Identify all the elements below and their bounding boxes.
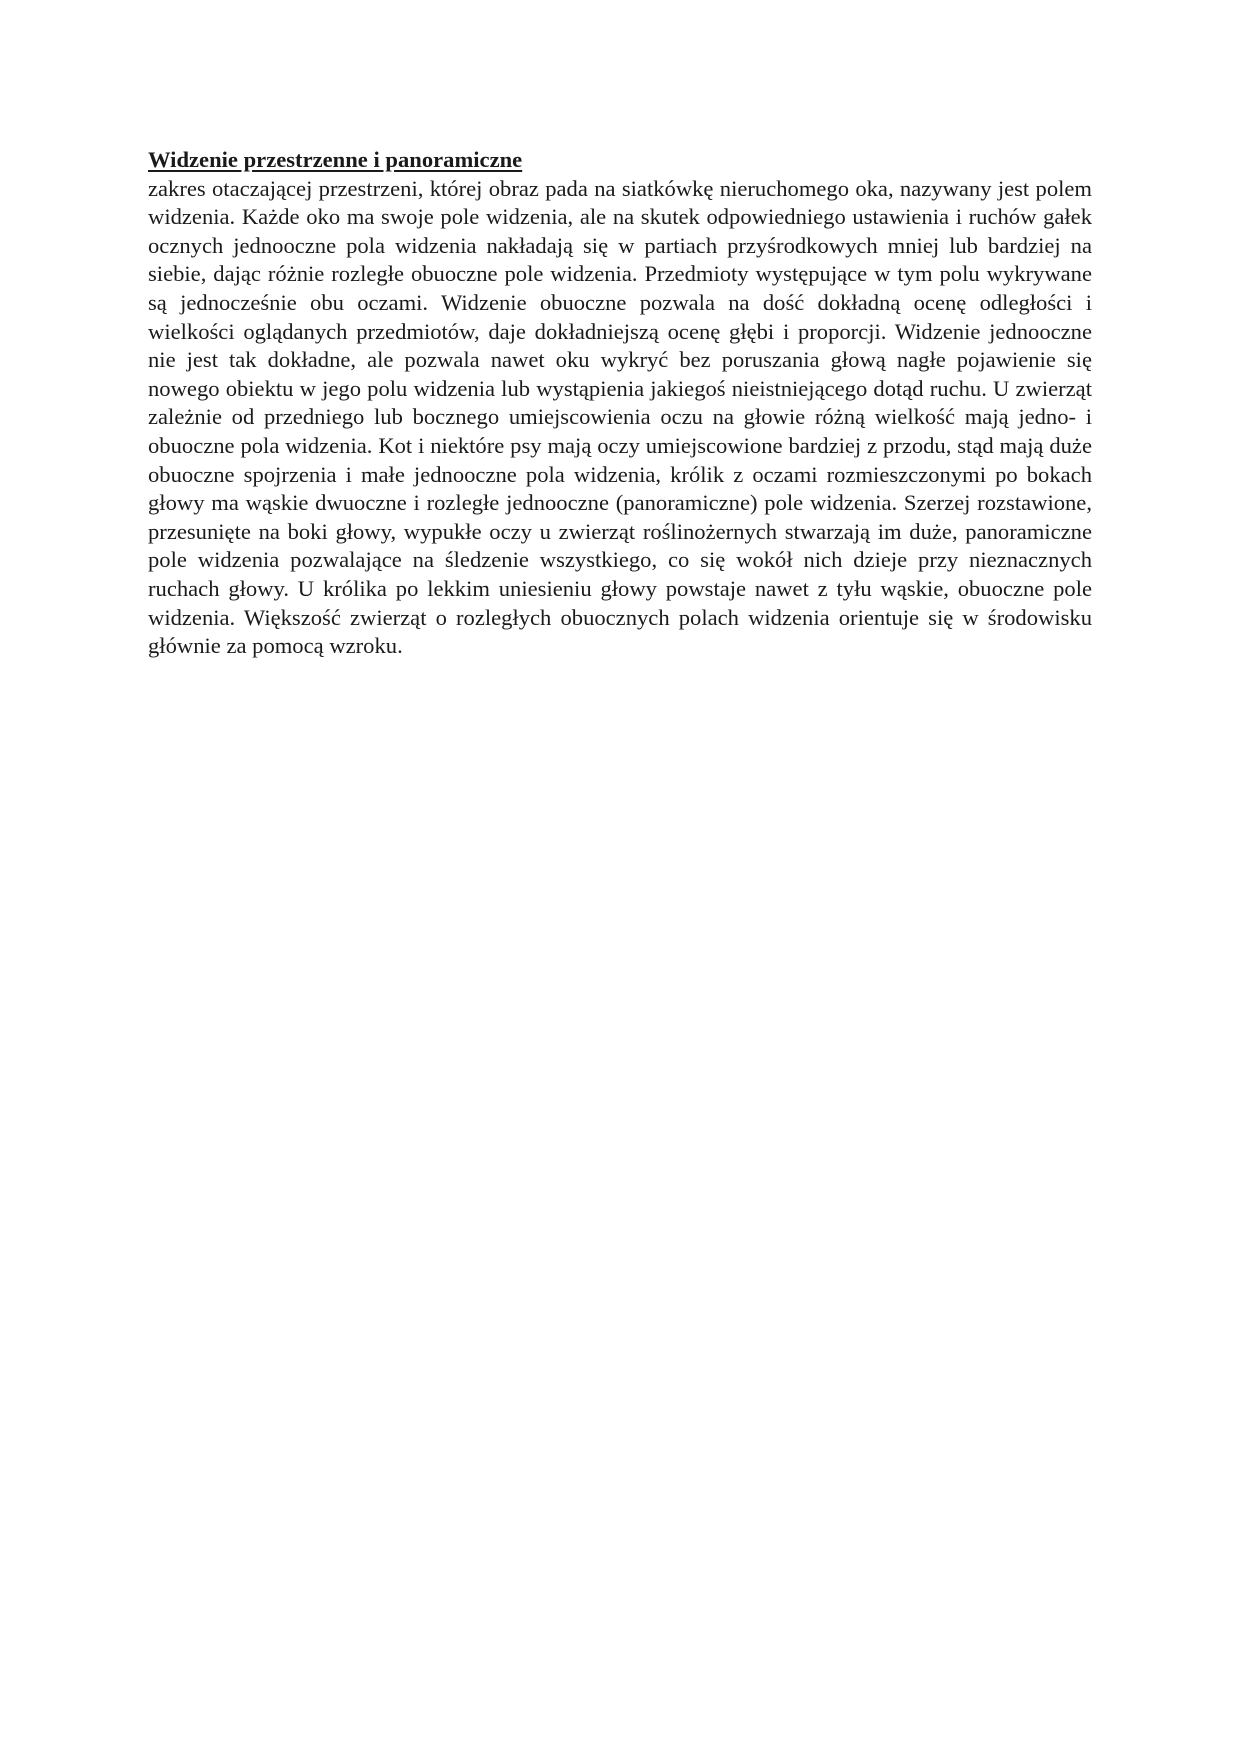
document-title: Widzenie przestrzenne i panoramiczne [148, 147, 523, 172]
document-body-paragraph: zakres otaczającej przestrzeni, której obraz pada na siatkówkę nieruchomego oka, nazywany jest polem widzenia. Każde oko ma swoje pole widzenia, ale na skutek odpowiedniego ustawienia i ruchów gałek ocznych jednooczne pola widzenia nakładają się w partiach przyśrodkowych mniej lub bardziej na siebie, dając różnie rozległe obuoczne pole widzenia. Przedmioty występujące w tym polu wykrywane są jednocześnie obu oczami. Widzenie obuoczne pozwala na dość dokładną ocenę odległości i wielkości oglądanych przedmiotów, daje dokładniejszą ocenę głębi i proporcji. Widzenie jednooczne nie jest tak dokładne, ale pozwala nawet oku wykryć bez poruszania głową nagłe pojawienie się nowego obiektu w jego polu widzenia lub wystąpienia jakiegoś nieistniejącego dotąd ruchu. U zwierząt zależnie od przedniego lub bocznego umiejscowienia oczu na głowie różną wielkość mają jedno- i obuoczne pola widzenia. Kot i niektóre psy mają oczy umiejscowione bardziej z przodu, stąd mają duże obuoczne spojrzenia i małe jednooczne pola widzenia, królik z oczami rozmieszczonymi po bokach głowy ma wąskie dwuoczne i rozległe jednooczne (panoramiczne) pole widzenia. Szerzej rozstawione, przesunięte na boki głowy, wypukłe oczy u zwierząt roślinożernych stwarzają im duże, panoramiczne pole widzenia pozwalające na śledzenie wszystkiego, co się wokół nich dzieje przy nieznacznych ruchach głowy. U królika po lekkim uniesieniu głowy powstaje nawet z tyłu wąskie, obuoczne pole widzenia. Większość zwierząt o rozległych obuocznych polach widzenia orientuje się w środowisku głównie za pomocą wzroku. [148, 175, 1092, 659]
document-content [148, 146, 1092, 661]
